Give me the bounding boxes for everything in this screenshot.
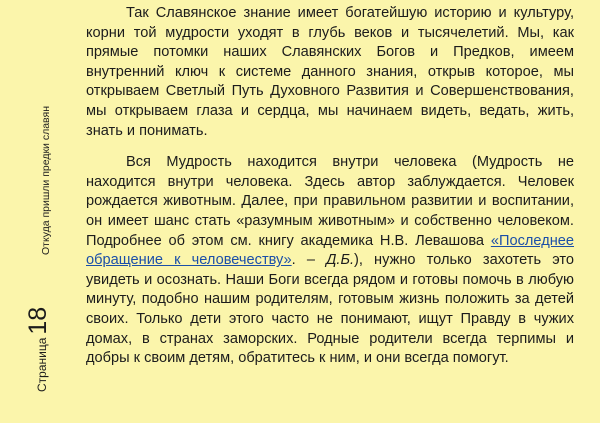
page-word: Страница xyxy=(35,337,49,392)
paragraph-1: Так Славянское знание имеет богатейшую историю и культуру, корни той мудрости уходят в глубь веков и тысячелетий. Мы, как прямые потомки наших Славянских Богов и Предков, имеем внутренний ключ к системе данного знания, открыв которое, мы открываем Светлый Путь Духовного Развития и Совершенствования, мы открываем глаза и сердца, мы начинаем видеть, ведать, жить, знать и понимать. xyxy=(86,5,574,139)
page-sidebar xyxy=(0,0,52,423)
body-text xyxy=(86,4,574,369)
paragraph-2-part-2: . – xyxy=(291,252,327,269)
running-title: Откуда пришли предки славян xyxy=(40,106,52,255)
paragraph-2-part-1: Вся Мудрость находится внутри человека (Мудрость не находится внутри человека. Здесь автор заблуждается. Человек рождается животным. Далее, при правильном развитии и воспитании, он имеет шанс стать «разумным животным» и собственно человеком. Подробнее об этом см. книгу академика Н.В. Левашова xyxy=(86,154,574,249)
book-link[interactable]: «Последнее обращение к человечеству» xyxy=(86,232,574,269)
paragraph-2-part-3: ), нужно только захотеть это увидеть и осознать. Наши Боги всегда рядом и готовы помочь в любую минуту, подобно нашим родителям, готовым жизнь положить за детей своих. Только дети этого часто не понимают, ищут Правду в чужих домах, в странах заморских. Родные родители всегда терпимы и добры к своим детям, обратитесь к ним, и они всегда помогут. xyxy=(86,252,574,367)
author-signature: Д.Б. xyxy=(326,252,354,269)
page-number: 18 xyxy=(24,306,52,335)
paragraph-2 xyxy=(86,153,574,369)
page-number-label xyxy=(26,307,51,392)
